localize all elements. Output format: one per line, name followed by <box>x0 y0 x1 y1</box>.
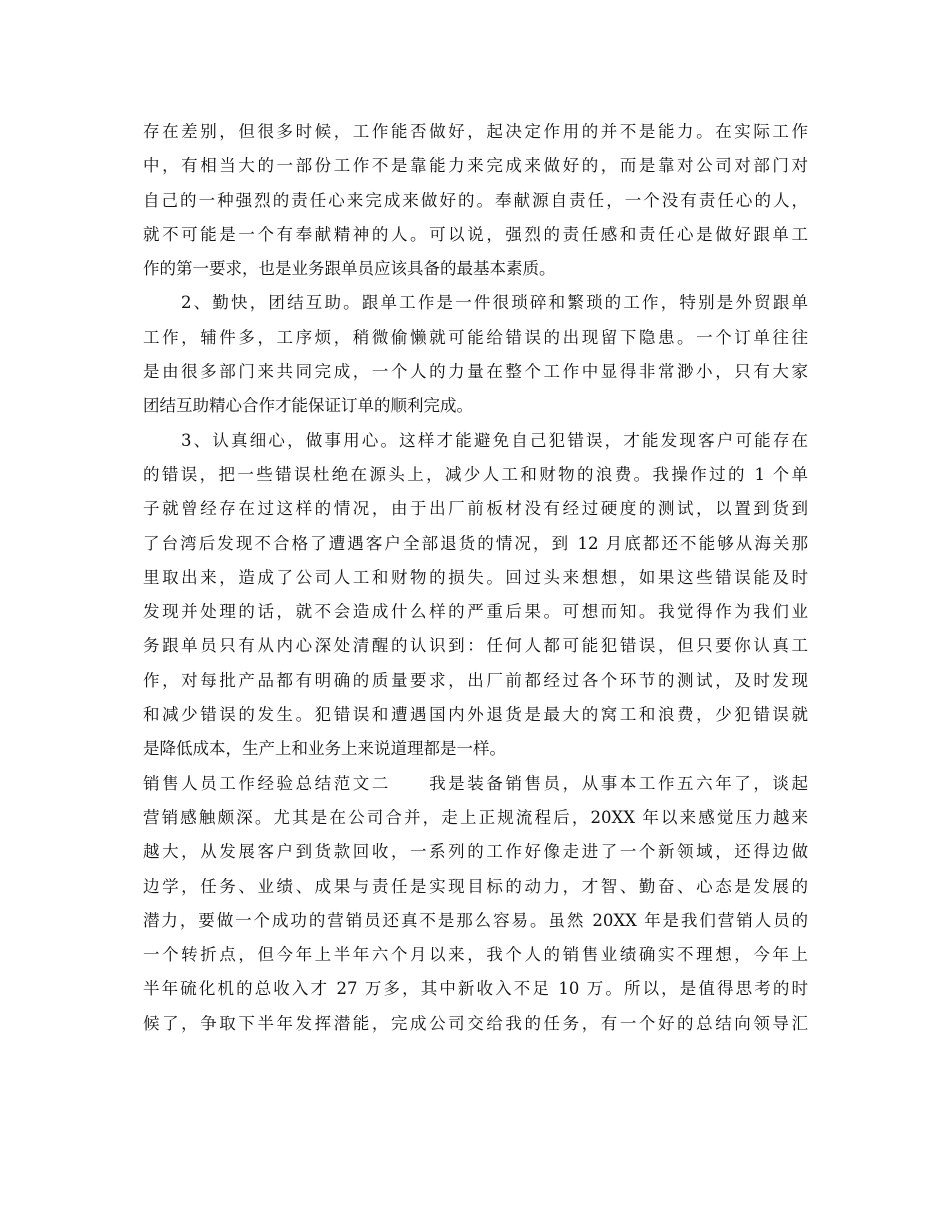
text-line: 中，有相当大的一部份工作不是靠能力来完成来做好的，而是靠对公司对部门对 <box>143 156 808 176</box>
text-line: 了台湾后发现不合格了遭遇客户全部退货的情况，到 12 月底都还不能够从海关那 <box>143 533 808 553</box>
text-line: 作，对每批产品都有明确的质量要求，出厂前都经过各个环节的测试，及时发现 <box>143 670 808 690</box>
text-line: 是降低成本，生产上和业务上来说道理都是一样。 <box>143 739 506 759</box>
text-line: 和减少错误的发生。犯错误和遭遇国内外退货是最大的窝工和浪费，少犯错误就 <box>143 705 808 725</box>
text-line: 子就曾经存在过这样的情况，由于出厂前板材没有经过硬度的测试，以置到货到 <box>143 499 808 519</box>
text-line: 就不可能是一个有奉献精神的人。可以说，强烈的责任感和责任心是做好跟单工 <box>143 224 808 244</box>
text-line: 候了，争取下半年发挥潜能，完成公司交给我的任务，有一个好的总结向领导汇 <box>143 1013 808 1033</box>
text-line: 是由很多部门来共同完成，一个人的力量在整个工作中显得非常渺小，只有大家 <box>143 362 808 382</box>
text-line: 作的第一要求，也是业务跟单员应该具备的最基本素质。 <box>143 259 556 279</box>
text-line: 一个转折点，但今年上半年六个月以来，我个人的销售业绩确实不理想，今年上 <box>143 945 808 965</box>
text-line: 里取出来，造成了公司人工和财物的损失。回过头来想想，如果这些错误能及时 <box>143 567 808 587</box>
text-line: 务跟单员只有从内心深处清醒的认识到：任何人都可能犯错误，但只要你认真工 <box>143 636 808 656</box>
text-line: 发现并处理的话，就不会造成什么样的严重后果。可想而知。我觉得作为我们业 <box>143 602 808 622</box>
text-line: 销售人员工作经验总结范文二 我是装备销售员，从事本工作五六年了，谈起 <box>143 773 808 793</box>
text-line: 的错误，把一些错误杜绝在源头上，减少人工和财物的浪费。我操作过的 1 个单 <box>143 464 808 484</box>
text-line: 2、勤快，团结互助。跟单工作是一件很琐碎和繁琐的工作，特别是外贸跟单 <box>181 293 808 313</box>
text-line: 边学，任务、业绩、成果与责任是实现目标的动力，才智、勤奋、心态是发展的 <box>143 876 808 896</box>
text-line: 团结互助精心合作才能保证订单的顺利完成。 <box>143 396 473 416</box>
text-line: 3、认真细心，做事用心。这样才能避免自己犯错误，才能发现客户可能存在 <box>181 430 808 450</box>
body-text <box>143 115 808 1041</box>
text-line: 工作，辅件多，工序烦，稍微偷懒就可能给错误的出现留下隐患。一个订单往往 <box>143 327 808 347</box>
text-line: 营销感触颇深。尤其是在公司合并，走上正规流程后，20XX 年以来感觉压力越来 <box>143 807 808 827</box>
text-line: 存在差别，但很多时候，工作能否做好，起决定作用的并不是能力。在实际工作 <box>143 122 808 141</box>
text-line: 半年硫化机的总收入才 27 万多，其中新收入不足 10 万。所以，是值得思考的时 <box>143 979 808 999</box>
text-line: 越大，从发展客户到货款回收，一系列的工作好像走进了一个新领域，还得边做 <box>143 842 808 862</box>
text-line: 自己的一种强烈的责任心来完成来做好的。奉献源自责任，一个没有责任心的人， <box>143 190 808 210</box>
text-line: 潜力，要做一个成功的营销员还真不是那么容易。虽然 20XX 年是我们营销人员的 <box>143 910 808 930</box>
